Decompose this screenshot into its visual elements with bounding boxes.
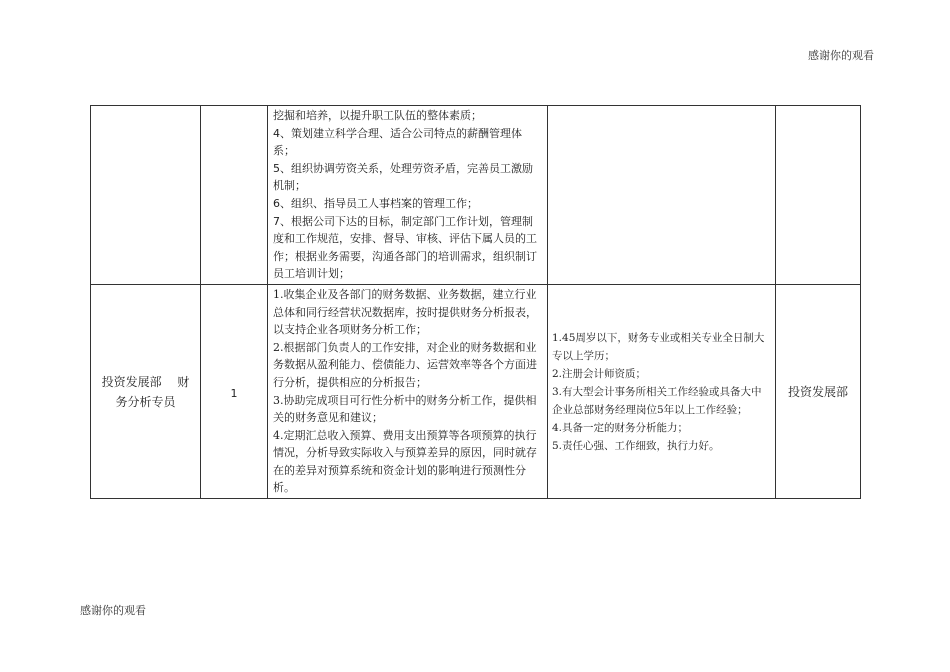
duty-item: 3.协助完成项目可行性分析中的财务分析工作，提供相关的财务意见和建议； [273,393,537,425]
requirement-item: 5.责任心强、工作细致，执行力好。 [552,439,720,452]
requirement-item: 3.有大型会计事务所相关工作经验或具备大中企业总部财务经理岗位5年以上工作经验； [552,385,762,416]
duty-item: 挖掘和培养，以提升职工队伍的整体素质； [273,109,482,122]
duty-item: 7、根据公司下达的目标，制定部门工作计划，管理制度和工作规范，安排、督导、审核、评估下属人员的工作；根据业务需要，沟通各部门的培训需求，组织制订员工培训计划； [273,214,537,281]
position-cell [91,284,201,498]
duties-list [268,285,547,498]
duty-item: 6、组织、指导员工人事档案的管理工作； [273,196,478,210]
department-cell [776,284,861,498]
table-row [91,284,861,498]
duty-item: 1.收集企业及各部门的财务数据、业务数据，建立行业总体和同行经营状况数据库，按时提供财务分析报表，以支持企业各项财务分析工作； [273,287,537,337]
position-cell [91,106,201,285]
position-title: 投资发展部 财务分析专员 [101,374,190,409]
requirements-cell [548,284,776,498]
count-cell [201,106,268,285]
duty-item: 4.定期汇总收入预算、费用支出预算等各项预算的执行情况，分析导致实际收入与预算差异的原因，同时就存在的差异对预算系统和资金计划的影响进行预测性分析。 [273,428,537,495]
department-cell [776,106,861,285]
requirement-item: 1.45周岁以下，财务专业或相关专业全日制大专以上学历； [552,331,765,362]
duties-cell [268,106,548,285]
table-row [91,106,861,285]
duty-item: 4、策划建立科学合理、适合公司特点的薪酬管理体系； [273,126,522,158]
duties-list [268,106,547,284]
department-name: 投资发展部 [787,384,848,399]
requirements-cell [548,106,776,285]
requirements-list [548,328,775,456]
duty-item: 2.根据部门负责人的工作安排，对企业的财务数据和业务数据从盈利能力、偿债能力、运营效率等各个方面进行分析，提供相应的分析报告； [273,340,537,389]
requirement-item: 2.注册会计师资质； [552,367,647,380]
footer-note: 感谢你的观看 [80,604,146,617]
job-description-table [90,105,861,499]
duties-cell [268,284,548,498]
headcount: 1 [230,387,238,400]
requirement-item: 4.具备一定的财务分析能力； [552,421,689,434]
header-note: 感谢你的观看 [808,49,874,62]
duty-item: 5、组织协调劳资关系，处理劳资矛盾，完善员工激励机制； [273,161,533,193]
count-cell [201,284,268,498]
